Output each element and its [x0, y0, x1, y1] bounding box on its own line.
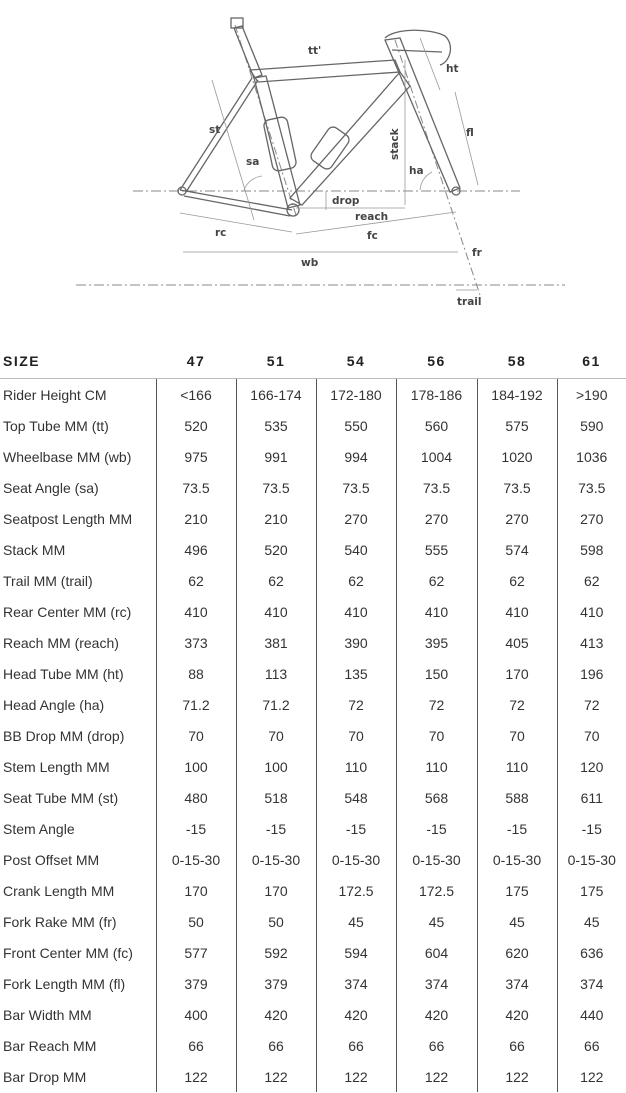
table-cell: 270 [316, 503, 396, 534]
table-cell: 620 [477, 937, 557, 968]
table-cell: 496 [156, 534, 236, 565]
label-reach: reach [355, 211, 389, 223]
bike-frame-drawing [0, 0, 626, 320]
table-cell: 70 [557, 720, 626, 751]
table-cell: 405 [477, 627, 557, 658]
row-label: Head Tube MM (ht) [3, 665, 124, 682]
table-cell: 420 [477, 999, 557, 1030]
table-cell: 66 [316, 1030, 396, 1061]
table-cell: 410 [316, 596, 396, 627]
header-row [0, 344, 626, 379]
table-cell: 110 [477, 751, 557, 782]
table-row [0, 968, 626, 999]
steering-axis [395, 40, 480, 295]
size-header: SIZE [0, 344, 156, 379]
table-cell: 991 [236, 441, 316, 472]
table-cell: 994 [316, 441, 396, 472]
table-cell: 520 [156, 410, 236, 441]
table-cell: 520 [236, 534, 316, 565]
table-cell: 70 [396, 720, 477, 751]
table-cell: 70 [477, 720, 557, 751]
table-row [0, 844, 626, 875]
table-cell: 373 [156, 627, 236, 658]
table-cell: 62 [396, 565, 477, 596]
label-fl: fl [466, 127, 474, 139]
table-cell: 975 [156, 441, 236, 472]
table-cell: 170 [236, 875, 316, 906]
size-col-header: 58 [477, 344, 557, 379]
row-label: Fork Length MM (fl) [3, 975, 126, 992]
table-cell: 45 [396, 906, 477, 937]
table-cell: 440 [557, 999, 626, 1030]
table-cell: 122 [316, 1061, 396, 1092]
table-row [0, 906, 626, 937]
table-cell: 574 [477, 534, 557, 565]
table-row [0, 565, 626, 596]
table-cell: 122 [236, 1061, 316, 1092]
table-cell: 598 [557, 534, 626, 565]
table-cell: 66 [156, 1030, 236, 1061]
table-cell: 170 [156, 875, 236, 906]
table-cell: 611 [557, 782, 626, 813]
label-fr: fr [472, 247, 482, 259]
row-label: Stem Length MM [3, 758, 110, 775]
table-cell: 594 [316, 937, 396, 968]
table-cell: 374 [477, 968, 557, 999]
table-row [0, 875, 626, 906]
table-row [0, 658, 626, 689]
table-cell: 374 [316, 968, 396, 999]
table-cell: -15 [316, 813, 396, 844]
table-cell: 410 [557, 596, 626, 627]
table-cell: 390 [316, 627, 396, 658]
row-label: Top Tube MM (tt) [3, 417, 109, 434]
table-cell: 413 [557, 627, 626, 658]
table-row [0, 782, 626, 813]
table-row [0, 999, 626, 1030]
table-cell: 568 [396, 782, 477, 813]
table-row [0, 627, 626, 658]
table-cell: 122 [557, 1061, 626, 1092]
table-cell: 379 [156, 968, 236, 999]
table-row [0, 534, 626, 565]
table-cell: 62 [236, 565, 316, 596]
table-cell: 110 [396, 751, 477, 782]
table-cell: 592 [236, 937, 316, 968]
row-label: Seat Angle (sa) [3, 479, 99, 496]
table-cell: 410 [477, 596, 557, 627]
chainstay-lower [184, 196, 290, 216]
seatpost [234, 26, 262, 78]
size-col-header: 47 [156, 344, 236, 379]
bottle-downtube [309, 125, 352, 172]
size-col-header: 51 [236, 344, 316, 379]
table-row [0, 751, 626, 782]
table-row [0, 813, 626, 844]
table-cell: 73.5 [316, 472, 396, 503]
table-cell: 66 [557, 1030, 626, 1061]
size-col-header: 61 [557, 344, 626, 379]
table-cell: 50 [156, 906, 236, 937]
table-cell: 62 [477, 565, 557, 596]
table-cell: 73.5 [477, 472, 557, 503]
label-trail: trail [457, 296, 482, 308]
table-cell: 122 [156, 1061, 236, 1092]
table-cell: 395 [396, 627, 477, 658]
table-cell: -15 [396, 813, 477, 844]
table-cell: 0-15-30 [236, 844, 316, 875]
table-cell: 122 [477, 1061, 557, 1092]
table-cell: 548 [316, 782, 396, 813]
row-label: Front Center MM (fc) [3, 944, 133, 961]
row-label: Trail MM (trail) [3, 572, 93, 589]
table-row [0, 410, 626, 441]
table-cell: 410 [396, 596, 477, 627]
table-cell: 110 [316, 751, 396, 782]
row-label: Seatpost Length MM [3, 510, 133, 527]
table-cell: 400 [156, 999, 236, 1030]
row-label: Bar Width MM [3, 1006, 92, 1023]
table-cell: 0-15-30 [477, 844, 557, 875]
size-col-header: 54 [316, 344, 396, 379]
table-cell: 45 [316, 906, 396, 937]
table-cell: 175 [477, 875, 557, 906]
table-cell: 73.5 [396, 472, 477, 503]
table-row [0, 472, 626, 503]
table-cell: 71.2 [236, 689, 316, 720]
table-cell: 73.5 [156, 472, 236, 503]
table-cell: 374 [557, 968, 626, 999]
table-cell: -15 [477, 813, 557, 844]
row-label: Stack MM [3, 541, 66, 558]
table-cell: 535 [236, 410, 316, 441]
row-label: Rider Height CM [3, 386, 107, 403]
table-row [0, 689, 626, 720]
label-tt: tt' [308, 45, 322, 57]
table-cell: 70 [236, 720, 316, 751]
table-cell: 45 [557, 906, 626, 937]
label-wb: wb [301, 257, 319, 269]
table-cell: 172.5 [396, 875, 477, 906]
table-cell: 210 [236, 503, 316, 534]
label-fc: fc [367, 230, 378, 242]
table-row [0, 596, 626, 627]
table-cell: 62 [156, 565, 236, 596]
table-cell: 1036 [557, 441, 626, 472]
table-cell: 410 [156, 596, 236, 627]
table-cell: 45 [477, 906, 557, 937]
label-st: st [209, 124, 221, 136]
table-cell: -15 [236, 813, 316, 844]
table-cell: 172.5 [316, 875, 396, 906]
seat-tube [254, 76, 300, 208]
table-cell: 604 [396, 937, 477, 968]
table-cell: 270 [557, 503, 626, 534]
table-cell: -15 [557, 813, 626, 844]
chainstay [180, 190, 292, 210]
table-cell: 480 [156, 782, 236, 813]
table-cell: 381 [236, 627, 316, 658]
table-cell: 0-15-30 [557, 844, 626, 875]
label-ha: ha [409, 165, 424, 177]
table-cell: 135 [316, 658, 396, 689]
table-cell: 72 [316, 689, 396, 720]
table-cell: 62 [316, 565, 396, 596]
row-label: Crank Length MM [3, 882, 115, 899]
geometry-diagram [0, 0, 626, 320]
label-drop: drop [332, 195, 360, 207]
label-sa: sa [246, 156, 260, 168]
table-cell: 184-192 [477, 379, 557, 411]
table-cell: 50 [236, 906, 316, 937]
table-cell: 0-15-30 [156, 844, 236, 875]
table-cell: 0-15-30 [316, 844, 396, 875]
top-tube [250, 60, 400, 82]
row-label: Wheelbase MM (wb) [3, 448, 132, 465]
table-cell: 120 [557, 751, 626, 782]
table-cell: 1004 [396, 441, 477, 472]
row-label: Reach MM (reach) [3, 634, 119, 651]
label-ht: ht [446, 63, 459, 75]
table-cell: 379 [236, 968, 316, 999]
table-cell: 170 [477, 658, 557, 689]
table-cell: 150 [396, 658, 477, 689]
table-cell: 374 [396, 968, 477, 999]
table-cell: 73.5 [557, 472, 626, 503]
table-cell: 270 [477, 503, 557, 534]
table-cell: 66 [477, 1030, 557, 1061]
geometry-table [0, 344, 626, 1092]
row-label: Post Offset MM [3, 851, 100, 868]
table-cell: 72 [477, 689, 557, 720]
table-cell: 196 [557, 658, 626, 689]
table-cell: 555 [396, 534, 477, 565]
table-cell: 270 [396, 503, 477, 534]
table-cell: 122 [396, 1061, 477, 1092]
table-cell: 518 [236, 782, 316, 813]
table-cell: 577 [156, 937, 236, 968]
table-row [0, 503, 626, 534]
table-row [0, 1030, 626, 1061]
table-cell: 560 [396, 410, 477, 441]
table-cell: 88 [156, 658, 236, 689]
row-label: BB Drop MM (drop) [3, 727, 125, 744]
table-cell: 590 [557, 410, 626, 441]
label-rc: rc [215, 227, 227, 239]
row-label: Seat Tube MM (st) [3, 789, 119, 806]
table-cell: 575 [477, 410, 557, 441]
table-cell: 178-186 [396, 379, 477, 411]
table-row [0, 379, 626, 411]
table-cell: 540 [316, 534, 396, 565]
table-cell: 62 [557, 565, 626, 596]
seatstay-inner [186, 80, 258, 192]
table-row [0, 441, 626, 472]
table-cell: 70 [316, 720, 396, 751]
table-cell: 175 [557, 875, 626, 906]
table-cell: 172-180 [316, 379, 396, 411]
row-label: Head Angle (ha) [3, 696, 105, 713]
table-row [0, 1061, 626, 1092]
table-cell: 71.2 [156, 689, 236, 720]
label-stack: stack [389, 128, 401, 160]
table-cell: 588 [477, 782, 557, 813]
size-col-header: 56 [396, 344, 477, 379]
table-cell: 66 [236, 1030, 316, 1061]
table-cell: 210 [156, 503, 236, 534]
table-cell: 100 [156, 751, 236, 782]
table-cell: 72 [396, 689, 477, 720]
table-cell: 420 [316, 999, 396, 1030]
row-label: Rear Center MM (rc) [3, 603, 132, 620]
table-cell: -15 [156, 813, 236, 844]
table-cell: 70 [156, 720, 236, 751]
table-cell: 420 [396, 999, 477, 1030]
table-cell: 73.5 [236, 472, 316, 503]
table-cell: 420 [236, 999, 316, 1030]
row-label: Stem Angle [3, 820, 75, 837]
table-cell: 100 [236, 751, 316, 782]
table-row [0, 937, 626, 968]
table-cell: 1020 [477, 441, 557, 472]
table-cell: <166 [156, 379, 236, 411]
table-cell: 636 [557, 937, 626, 968]
row-label: Fork Rake MM (fr) [3, 913, 117, 930]
bar-extension [392, 50, 442, 52]
table-cell: 410 [236, 596, 316, 627]
table-cell: 166-174 [236, 379, 316, 411]
table-cell: 72 [557, 689, 626, 720]
table-cell: 66 [396, 1030, 477, 1061]
table-cell: >190 [557, 379, 626, 411]
row-label: Bar Reach MM [3, 1037, 97, 1054]
table-body [0, 379, 626, 1093]
table-cell: 550 [316, 410, 396, 441]
table-row [0, 720, 626, 751]
row-label: Bar Drop MM [3, 1068, 87, 1085]
table-cell: 0-15-30 [396, 844, 477, 875]
table-cell: 113 [236, 658, 316, 689]
